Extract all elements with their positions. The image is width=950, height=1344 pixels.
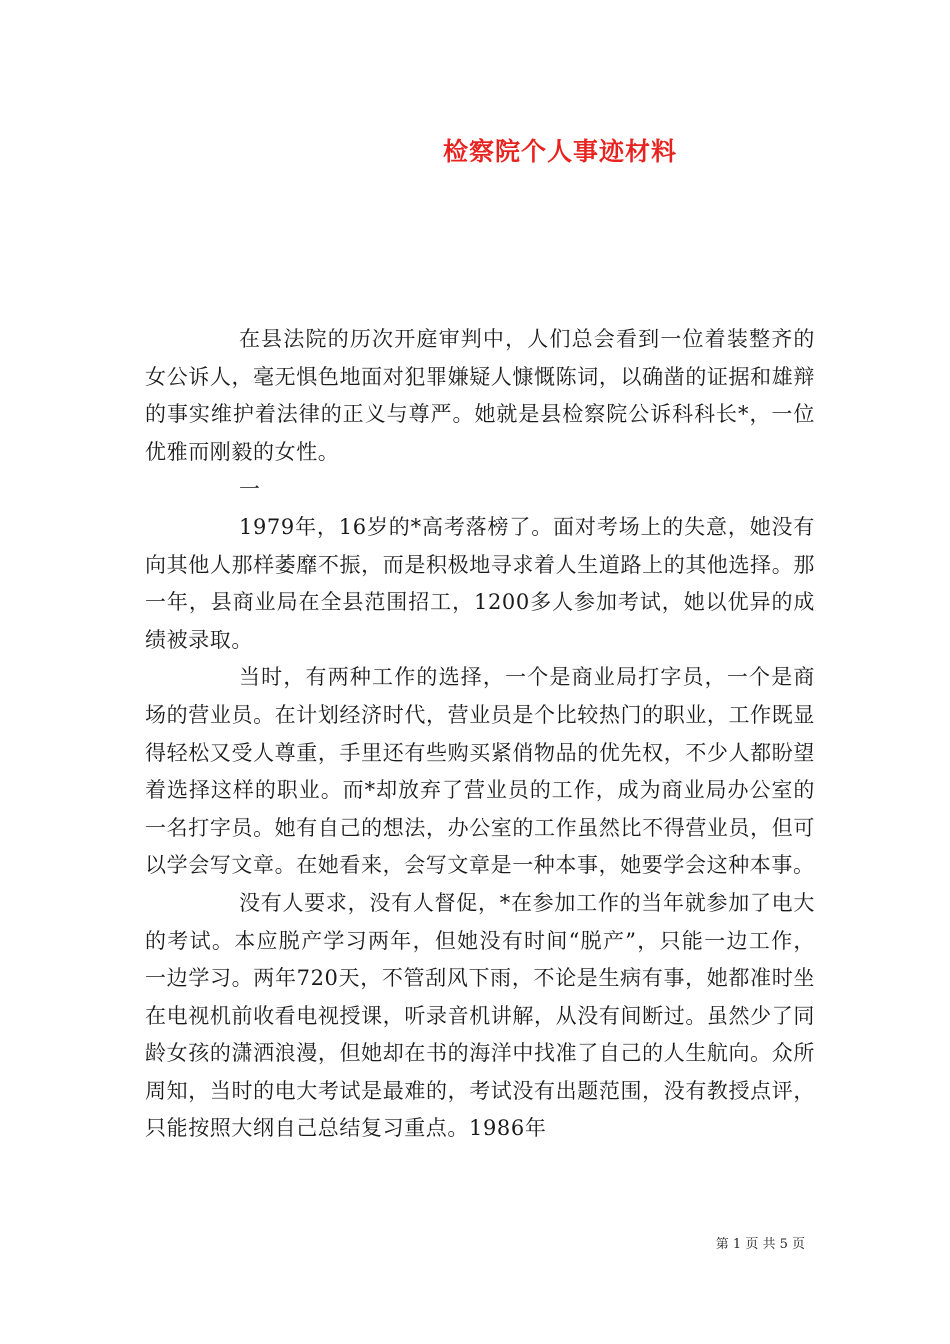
document-body xyxy=(145,321,815,1148)
section-heading: 一 xyxy=(239,477,261,502)
paragraph-intro: 在县法院的历次开庭审判中，人们总会看到一位着装整齐的女公诉人，毫无惧色地面对犯罪嫌疑人慷慨陈词，以确凿的证据和雄辩的事实维护着法律的正义与尊严。她就是县检察院公诉科科长*，一位优雅而刚毅的女性。 xyxy=(145,327,815,464)
paragraph-job-choice: 当时，有两种工作的选择，一个是商业局打字员，一个是商场的营业员。在计划经济时代，营业员是个比较热门的职业，工作既显得轻松又受人尊重，手里还有些购买紧俏物品的优先权，不少人都盼望着选择这样的职业。而*却放弃了营业员的工作，成为商业局办公室的一名打字员。她有自己的想法，办公室的工作虽然比不得营业员，但可以学会写文章。在她看来，会写文章是一种本事，她要学会这种本事。 xyxy=(145,665,815,878)
page-number: 第 1 页 共 5 页 xyxy=(715,1237,805,1252)
document-title: 检察院个人事迹材料 xyxy=(442,137,677,166)
paragraph-1979: 1979年，16岁的*高考落榜了。面对考场上的失意，她没有向其他人那样萎靡不振，而是积极地寻求着人生道路上的其他选择。那一年，县商业局在全县范围招工，1200多人参加考试，她以优异的成绩被录取。 xyxy=(145,514,815,652)
paragraph-tv-university: 没有人要求，没有人督促，*在参加工作的当年就参加了电大的考试。本应脱产学习两年，但她没有时间“脱产”，只能一边工作，一边学习。两年720天，不管刮风下雨，不论是生病有事，她都准时坐在电视机前收看电视授课，听录音机讲解，从没有间断过。虽然少了同龄女孩的潇洒浪漫，但她却在书的海洋中找准了自己的人生航向。众所周知，当时的电大考试是最难的，考试没有出题范围，没有教授点评，只能按照大纲自己总结复习重点。1986年 xyxy=(145,890,815,1141)
